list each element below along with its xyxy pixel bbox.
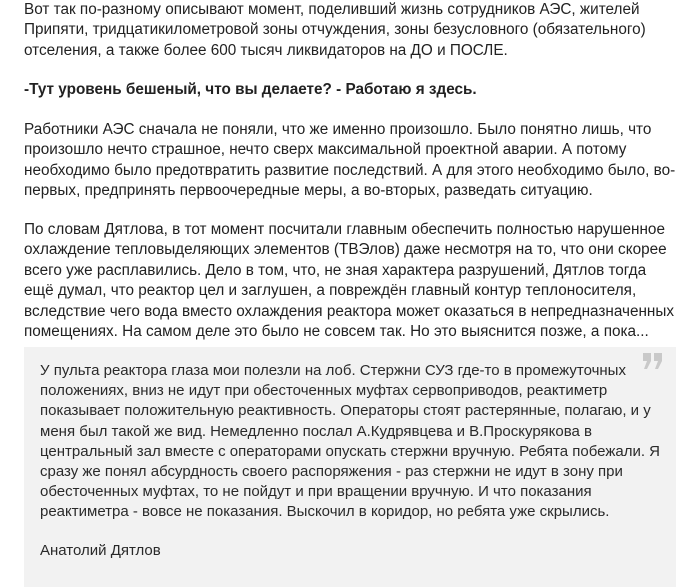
quote-text: У пульта реактора глаза мои полезли на лоб. Стержни СУЗ где-то в промежуточных положениях, вниз не идут при обесточенных муфтах сервоприводов, реактиметр показывает положительную реактивность. Операторы стоят растерянные, полагаю, и у меня был такой же вид. Немедленно послал А.Кудрявцева и В.Проскурякова в центральный зал вместе с операторами опускать стержни вручную. Ребята побежали. Я сразу же понял абсурдность своего распоряжения - раз стержни не идут в зону при обесточенных муфтах, то не пойдут и при вращении вручную. И что показания реактиметра - вовсе не показания. Выскочил в коридор, но ребята уже скрылись. <box>40 362 660 521</box>
article-paragraph-intro: Вот так по-разному описывают момент, поделивший жизнь сотрудников АЭС, жителей Припяти, тридцатикилометровой зоны отчуждения, зоны безусловного (обязательного) отселения, а также более 600 тысяч ликвидаторов на ДО и ПОСЛЕ. <box>24 1 646 59</box>
article-paragraph-dyatlov: По словам Дятлова, в тот момент посчитали главным обеспечить полностью нарушенное охлаждение тепловыделяющих элементов (ТВЭлов) даже несмотря на то, что они скорее всего уже расплавились. Дело в том, что, не зная характера разрушений, Дятлов тогда ещё думал, что реактор цел и заглушен, а повреждён главный контур теплоносителя, вследствие чего вода вместо охлаждения реактора может оказаться в непредназначенных помещениях. На самом деле это было не совсем так. Но это выяснится позже, а пока... <box>24 221 675 341</box>
blockquote <box>24 347 676 587</box>
article-paragraph-dialogue: -Тут уровень бешеный, что вы делаете? - Работаю я здесь. <box>24 81 477 98</box>
quote-author: Анатолий Дятлов <box>40 542 161 559</box>
article-paragraph-workers: Работники АЭС сначала не поняли, что же именно произошло. Было понятно лишь, что произошло нечто страшное, нечто сверх максимальной проектной аварии. А потому необходимо было предотвратить развитие последствий. А для этого необходимо было, во-первых, предпринять первоочередные меры, а во-вторых, разведать ситуацию. <box>24 121 676 200</box>
